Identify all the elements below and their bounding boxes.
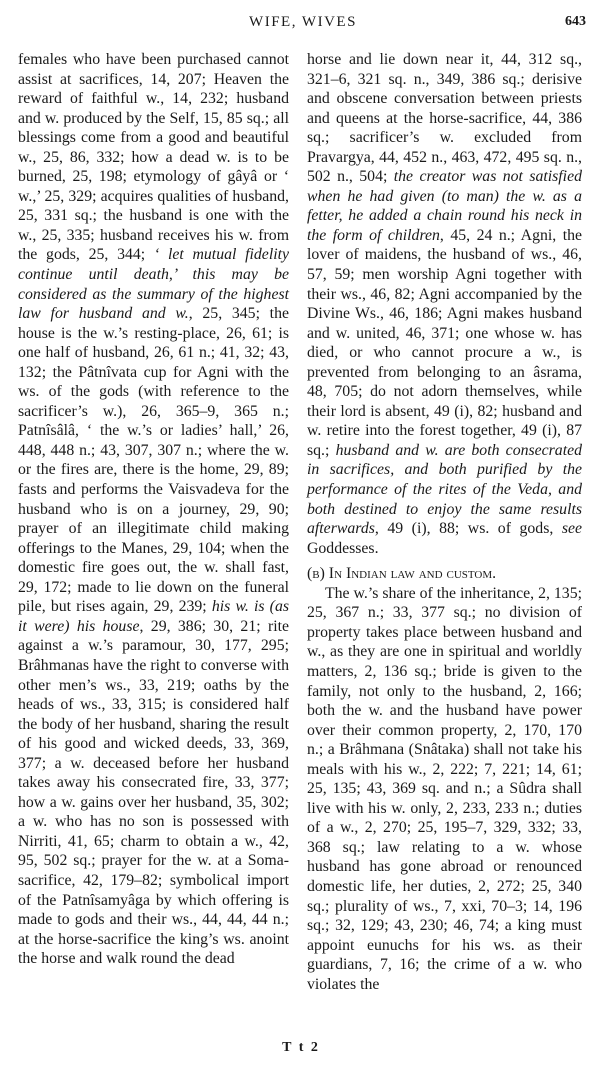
left-column bbox=[18, 50, 289, 969]
right-paragraph-1 bbox=[307, 50, 582, 558]
text-segment: , 25, 345; the house is the w.’s resting-place, 26, 61; is one half of husband, 26, 61 n.; 41, 32; 43, 132; the Pâtnîvata cup for Agni with the ws. of the gods (with reference to the sacrificer’s w.), 26, 365–9, 365 n.; Patnîsâlâ, ‘ the w.’s or ladies’ hall,’ 26, 448, 448 n.; 43, 307, 307 n.; where the w. or the fires are, there is the home, 29, 89; fasts and performs the Vaisvadeva for the husband who is on a journey, 29, 90; prayer of an illegitimate child making offerings to the Manes, 29, 104; when the domestic fire goes out, the w. shall fast, 29, 172; made to lie down on the funeral pile, but rises again, 29, 239; bbox=[18, 305, 289, 616]
running-title: WIFE, WIVES bbox=[249, 14, 357, 30]
italic-text-segment: see bbox=[561, 520, 582, 538]
italic-text-segment: ‘ let mutual fidelity continue until death,’ this may be considered as the summary of the highest law for husband and w. bbox=[18, 246, 289, 323]
text-segment: females who have been purchased cannot assist at sacrifices, 14, 207; Heaven the reward of faithful w., 14, 232; husband and w. produced by the Self, 15, 85 sq.; all blessings come from a good and beautiful w., 25, 86, 332; how a dead w. is to be burned, 25, 198; etymology of gâyâ or ‘ w.,’ 25, 329; acquires qualities of husband, 25, 331 sq.; the husband is one with the w., 25, 335; husband receives his w. from the gods, 25, 344; bbox=[18, 51, 289, 264]
signature-mark: T t 2 bbox=[282, 1040, 320, 1055]
text-segment: , 29, 386; 30, 21; rite against a w.’s paramour, 30, 177, 295; Brâhmanas have the right to converse with other men’s ws., 33, 219; oaths by the heads of ws., 33, 315; is considered half the body of her husband, sharing the result of his good and wicked deeds, 33, 369, 377; a w. deceased before her husband takes away his consecrated fire, 33, 377; how a w. gains over her husband, 35, 302; a w. who has no son is possessed with Nirriti, 41, 65; charm to obtain a w., 42, 95, 502 sq.; prayer for the w. at a Soma-sacrifice, 42, 179–82; symbolical import of the Patnîsamyâga by which offering is made to gods and their ws., 44, 44, 44 n.; at the horse-sacrifice the king’s ws. anoint the horse and walk round the dead bbox=[18, 617, 289, 968]
italic-text-segment: the creator was not satisfied when he had given (to man) the w. as a fetter, he added a chain round his neck in the form of children bbox=[307, 168, 582, 244]
text-segment: The w.’s share of the inheritance, 2, 135; 25, 367 n.; 33, 377 sq.; no division of property takes place between husband and w., as they are one in spiritual and worldly matters, 2, 136 sq.; bride is given to the family, not only to the husband, 2, 166; both the w. and the husband have power over their common property, 2, 170, 170 n.; a Brâhmana (Snâtaka) shall not take his meals with his w., 2, 222; 7, 221; 14, 61; 25, 135; 43, 369 sq. and n.; a Sûdra shall live with his w. only, 2, 233, 233 n.; duties of a w., 2, 270; 25, 195–7, 329, 332; 33, 368 sq.; law relating to a w. whose husband has gone abroad or renounced domestic life, her duties, 2, 272; 25, 340 sq.; plurality of ws., 7, xxi, 70–3; 14, 196 sq.; 32, 129; 43, 230; 46, 74; a king must appoint eunuchs for his ws. as their guardians, 7, 16; the crime of a w. who violates the bbox=[307, 584, 582, 993]
page-header bbox=[20, 14, 586, 36]
page-number: 643 bbox=[565, 14, 586, 29]
section-sub-heading: (b) In Indian law and custom. bbox=[307, 565, 497, 583]
text-segment: horse and lie down near it, 44, 312 sq., 321–6, 321 sq. n., 349, 386 sq.; derisive and obscene conversation between priests and queens at the horse-sacrifice, 44, 386 sq.; sacrificer’s w. excluded from Pravargya, 44, 452 n., 463, 472, 495 sq. n., 502 n., 504; bbox=[307, 51, 582, 186]
right-column bbox=[307, 50, 582, 994]
italic-text-segment: his w. is (as it were) his house bbox=[18, 598, 289, 635]
text-segment: , 45, 24 n.; Agni, the lover of maidens, the husband of ws., 46, 57, 59; men worship Agni together with their ws., 46, 82; Agni accompanied by the Divine Ws., 46, 186; Agni makes husband and w. united, 46, 371; one whose w. has died, or who cannot procure a w., is prevented from belonging to an âsrama, 48, 705; do not adorn themselves, while their lord is absent, 49 (i), 82; husband and w. retire into the forest together, 49 (i), 87 sq.; bbox=[307, 226, 582, 459]
text-segment: , 49 (i), 88; ws. of gods, bbox=[374, 520, 562, 538]
text-segment: Goddesses. bbox=[307, 539, 379, 557]
right-paragraph-2 bbox=[307, 584, 582, 994]
italic-text-segment: husband and w. are both consecrated in sacrifices, and both purified by the performance of the rites of the Veda, and both destined to enjoy the same results afterwards bbox=[307, 441, 583, 538]
left-column-text bbox=[18, 50, 289, 969]
